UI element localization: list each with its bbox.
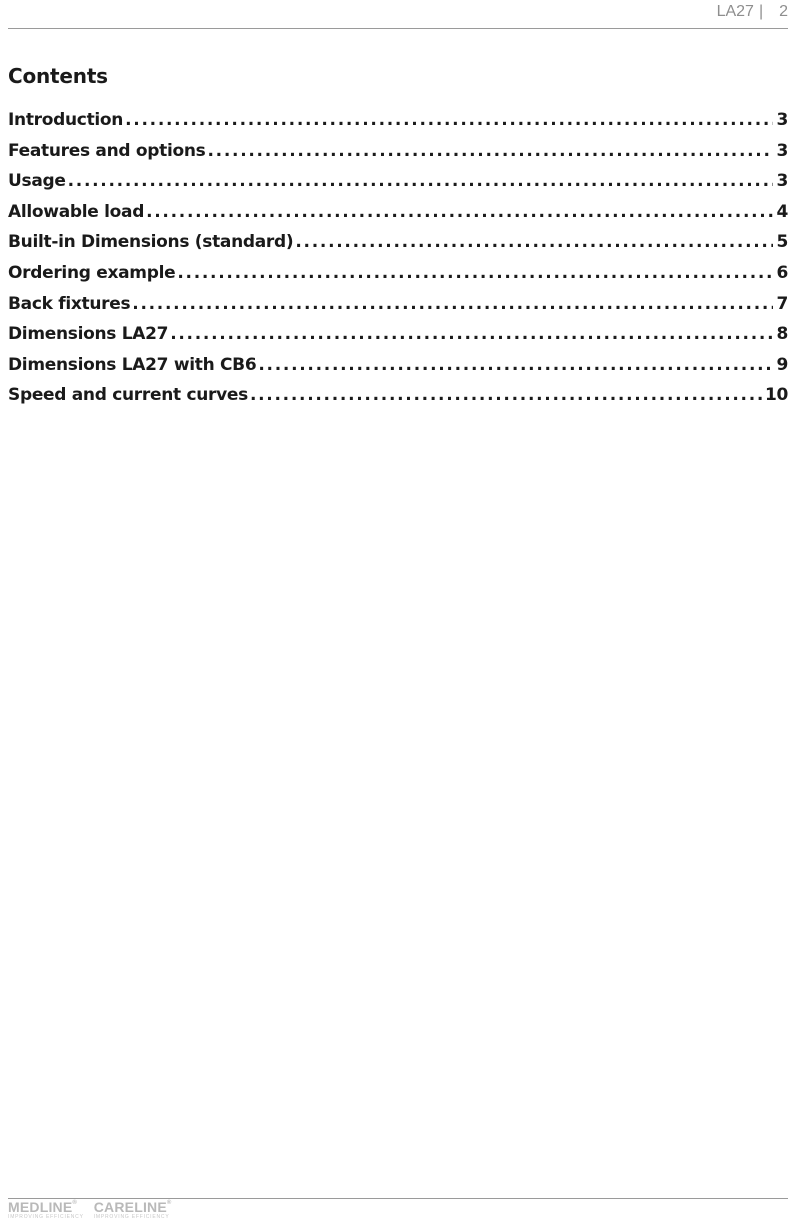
toc-entry-introduction[interactable] [8, 110, 788, 141]
toc-entry-back-fixtures[interactable] [8, 294, 788, 325]
header-doc-id: LA27 [716, 3, 754, 20]
toc-dot-leader [68, 171, 774, 191]
toc-entry-built-in-dimensions[interactable] [8, 232, 788, 263]
toc-entry-page: 7 [776, 293, 788, 314]
toc-entry-label: Back fixtures [8, 293, 131, 314]
toc-dot-leader [177, 263, 773, 283]
medline-logo-mark: ® [72, 1200, 78, 1206]
header-page-info [717, 3, 788, 21]
toc-entry-label: Speed and current curves [8, 385, 248, 406]
toc-entry-page: 4 [776, 201, 788, 222]
toc-entry-page: 5 [776, 232, 788, 253]
toc-entry-page: 3 [776, 140, 788, 161]
toc-entry-page: 10 [764, 385, 788, 406]
toc-dot-leader [250, 385, 762, 405]
toc-entry-dimensions-la27-with-cb6[interactable] [8, 355, 788, 386]
toc-entry-features-and-options[interactable] [8, 141, 788, 172]
toc-entry-label: Introduction [8, 110, 124, 130]
toc-entry-label: Dimensions LA27 [8, 324, 169, 345]
careline-logo-mark: ® [166, 1200, 172, 1206]
toc-entry-label: Usage [8, 171, 66, 192]
footer-logos [8, 1200, 172, 1220]
toc-entry-ordering-example[interactable] [8, 263, 788, 294]
toc-dot-leader [132, 294, 773, 314]
table-of-contents [8, 110, 788, 416]
medline-logo-tagline: IMPROVING EFFICIENCY [8, 1214, 84, 1220]
toc-dot-leader [258, 355, 773, 375]
page-title: Contents [8, 64, 108, 88]
toc-entry-usage[interactable] [8, 171, 788, 202]
toc-entry-speed-and-current-curves[interactable] [8, 385, 788, 416]
header-page-number: 2 [779, 3, 788, 20]
toc-entry-page: 9 [776, 354, 788, 375]
toc-entry-allowable-load[interactable] [8, 202, 788, 233]
toc-entry-label: Allowable load [8, 201, 145, 222]
medline-logo [8, 1200, 84, 1220]
toc-entry-page: 3 [776, 171, 788, 192]
toc-dot-leader [125, 110, 773, 130]
careline-logo [94, 1200, 172, 1220]
toc-dot-leader [170, 324, 773, 344]
toc-dot-leader [295, 232, 773, 252]
toc-entry-label: Dimensions LA27 with CB6 [8, 354, 257, 375]
toc-entry-label: Built-in Dimensions (standard) [8, 232, 294, 253]
toc-entry-dimensions-la27[interactable] [8, 324, 788, 355]
careline-logo-name: CARELINE [93, 1199, 167, 1215]
toc-dot-leader [146, 202, 773, 222]
toc-entry-label: Features and options [8, 140, 206, 161]
page-header [8, 0, 788, 29]
toc-entry-page: 3 [776, 110, 788, 130]
toc-entry-page: 6 [776, 262, 788, 283]
medline-logo-name: MEDLINE [8, 1199, 73, 1215]
toc-entry-page: 8 [776, 324, 788, 345]
toc-dot-leader [207, 141, 773, 161]
header-separator: | [758, 3, 764, 20]
careline-logo-tagline: IMPROVING EFFICIENCY [93, 1214, 170, 1220]
toc-entry-label: Ordering example [8, 262, 176, 283]
